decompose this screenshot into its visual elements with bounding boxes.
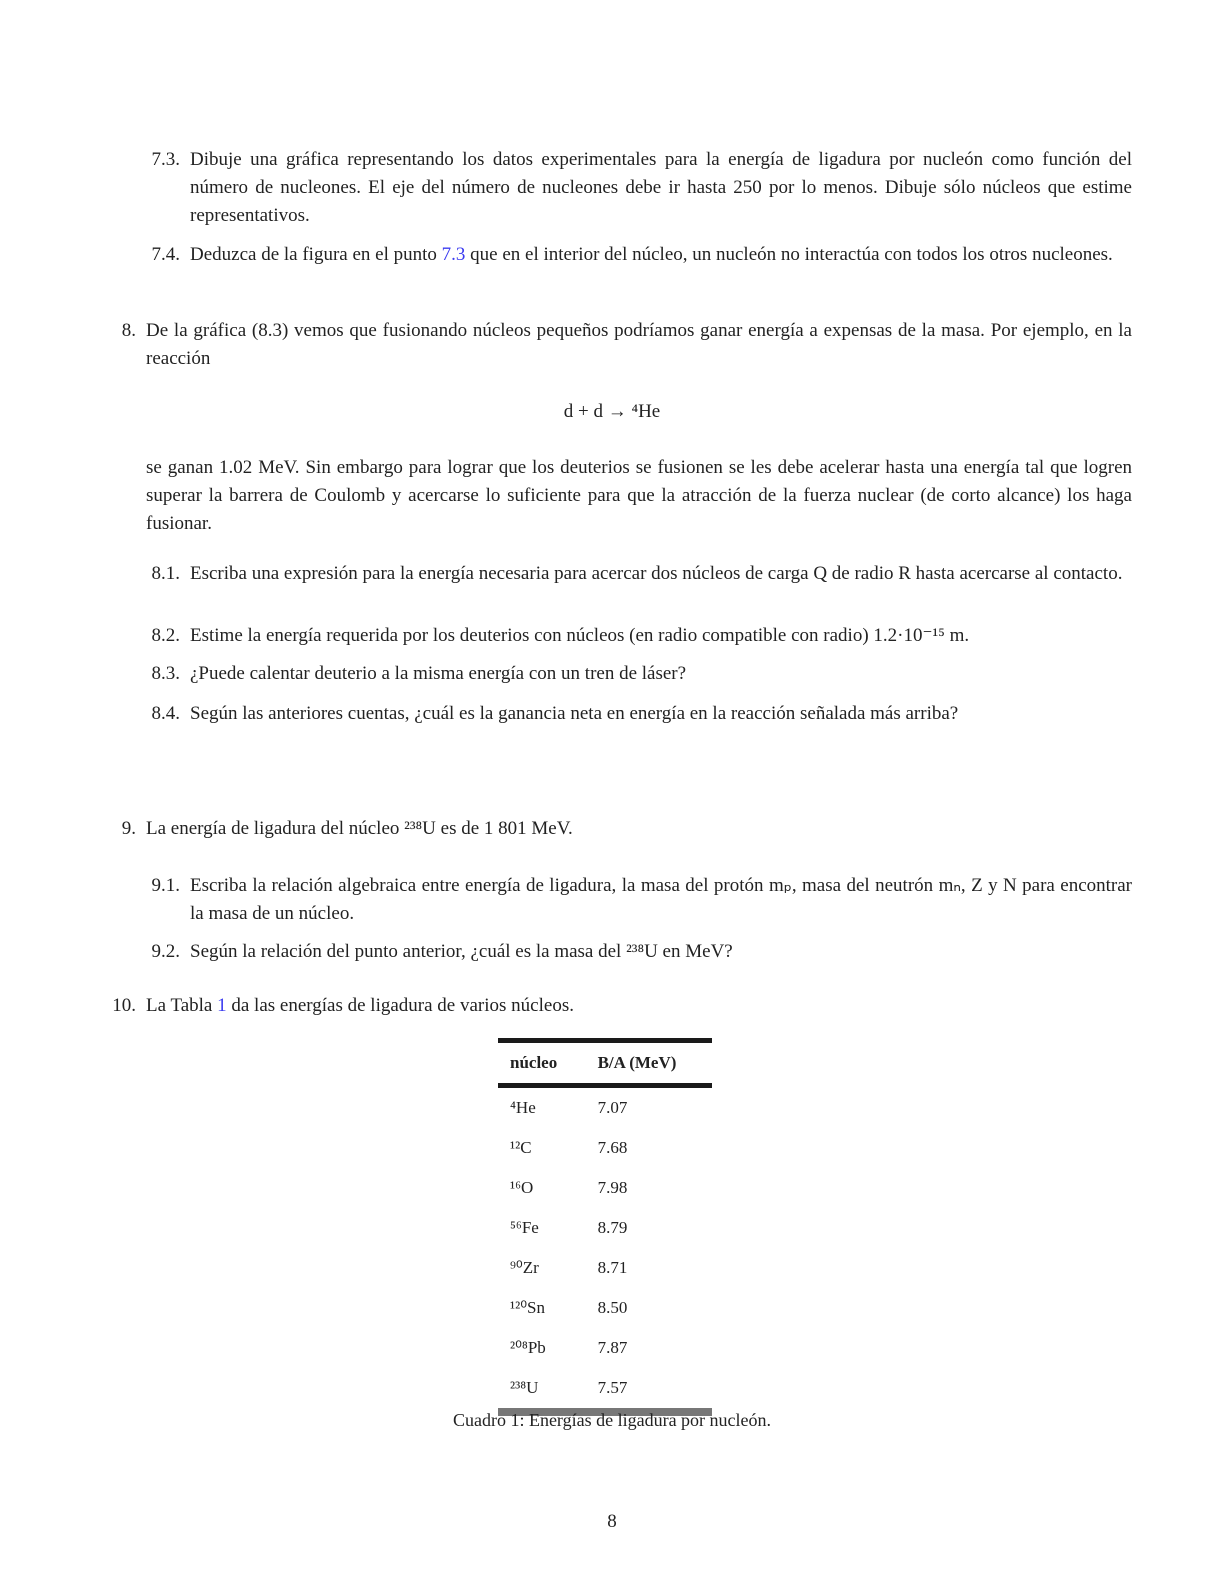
binding-energy-cell: 8.50 (597, 1298, 628, 1317)
nucleus-cell: ¹²⁰Sn (510, 1298, 545, 1317)
item-number: 9. (121, 818, 136, 839)
item-8-1: Escriba una expresión para la energía necesaria para acercar dos núcleos de carga Q de radio R hasta acercarse al contacto. (190, 563, 1123, 584)
item-number: 8.3. (151, 663, 180, 684)
table-ref-link[interactable]: 1 (217, 995, 227, 1016)
item-number: 8.4. (151, 703, 180, 724)
item-8-continued: se ganan 1.02 MeV. Sin embargo para lograr que los deuterios se fusionen se les debe acelerar hasta una energía tal que logren superar la barrera de Coulomb y acercarse lo suficiente para que la atracción de la fuerza nuclear (de corto alcance) los haga fusionar. (146, 457, 1132, 534)
nucleus-cell: ⁵⁶Fe (510, 1218, 539, 1237)
binding-energy-cell: 7.68 (597, 1138, 628, 1157)
binding-energy-table (498, 1038, 712, 1416)
nucleus-cell: ¹²C (510, 1138, 532, 1157)
item-number: 10. (112, 995, 136, 1016)
item-7-3: Dibuje una gráfica representando los datos experimentales para la energía de ligadura por nucleón como función del número de nucleones. El eje del número de nucleones debe ir hasta 250 por lo menos. Dibuje sólo núcleos que estime representativos. (190, 149, 1132, 226)
item-9: La energía de ligadura del núcleo ²³⁸U es de 1 801 MeV. (146, 818, 573, 839)
binding-energy-cell: 7.98 (597, 1178, 628, 1197)
table-row (498, 1208, 712, 1248)
table-row (498, 1248, 712, 1288)
item-7-4: Deduzca de la figura en el punto 7.3 que en el interior del núcleo, un nucleón no interactúa con todos los otros nucleones. (190, 244, 1113, 265)
nucleus-cell: ²⁰⁸Pb (510, 1338, 546, 1357)
nucleus-cell: ⁴He (510, 1098, 536, 1117)
item-8: De la gráfica (8.3) vemos que fusionando núcleos pequeños podríamos ganar energía a expensas de la masa. Por ejemplo, en la reacción (146, 320, 1132, 369)
item-8-3: ¿Puede calentar deuterio a la misma energía con un tren de láser? (190, 663, 687, 684)
nucleus-cell: ²³⁸U (510, 1378, 539, 1397)
binding-energy-cell: 7.57 (597, 1378, 628, 1397)
item-8-2: Estime la energía requerida por los deuterios con núcleos (en radio compatible con radio) 1.2·10⁻¹⁵ m. (190, 625, 970, 646)
item-number: 8.2. (151, 625, 180, 646)
item-number: 9.2. (151, 941, 180, 962)
ref-link[interactable]: 7.3 (441, 244, 466, 265)
item-number: 8. (121, 320, 136, 341)
column-header: núcleo (510, 1053, 558, 1072)
binding-energy-cell: 8.79 (597, 1218, 628, 1237)
table-row (498, 1086, 712, 1129)
table-caption: Cuadro 1: Energías de ligadura por nucleón. (452, 1410, 772, 1430)
item-number: 8.1. (151, 563, 180, 584)
table-row (498, 1288, 712, 1328)
table-row (498, 1328, 712, 1368)
binding-energy-cell: 7.87 (597, 1338, 628, 1357)
item-number: 7.4. (151, 244, 180, 265)
table-row (498, 1168, 712, 1208)
page-number: 8 (607, 1511, 617, 1532)
nucleus-cell: ¹⁶O (510, 1178, 534, 1197)
column-header: B/A (MeV) (597, 1053, 677, 1072)
item-9-1: Escriba la relación algebraica entre energía de ligadura, la masa del protón mₚ, masa del neutrón mₙ, Z y N para encontrar la masa de un núcleo. (190, 875, 1132, 924)
item-number: 9.1. (151, 875, 180, 896)
equation: d + d → ⁴He (563, 401, 661, 422)
table-row (498, 1128, 712, 1168)
item-9-2: Según la relación del punto anterior, ¿cuál es la masa del ²³⁸U en MeV? (190, 941, 733, 962)
nucleus-cell: ⁹⁰Zr (510, 1258, 539, 1277)
binding-energy-cell: 7.07 (597, 1098, 628, 1117)
item-10: La Tabla 1 da las energías de ligadura de varios núcleos. (146, 995, 574, 1016)
binding-energy-cell: 8.71 (597, 1258, 628, 1277)
item-8-4: Según las anteriores cuentas, ¿cuál es la ganancia neta en energía en la reacción señalada más arriba? (190, 703, 959, 724)
item-number: 7.3. (151, 149, 180, 170)
